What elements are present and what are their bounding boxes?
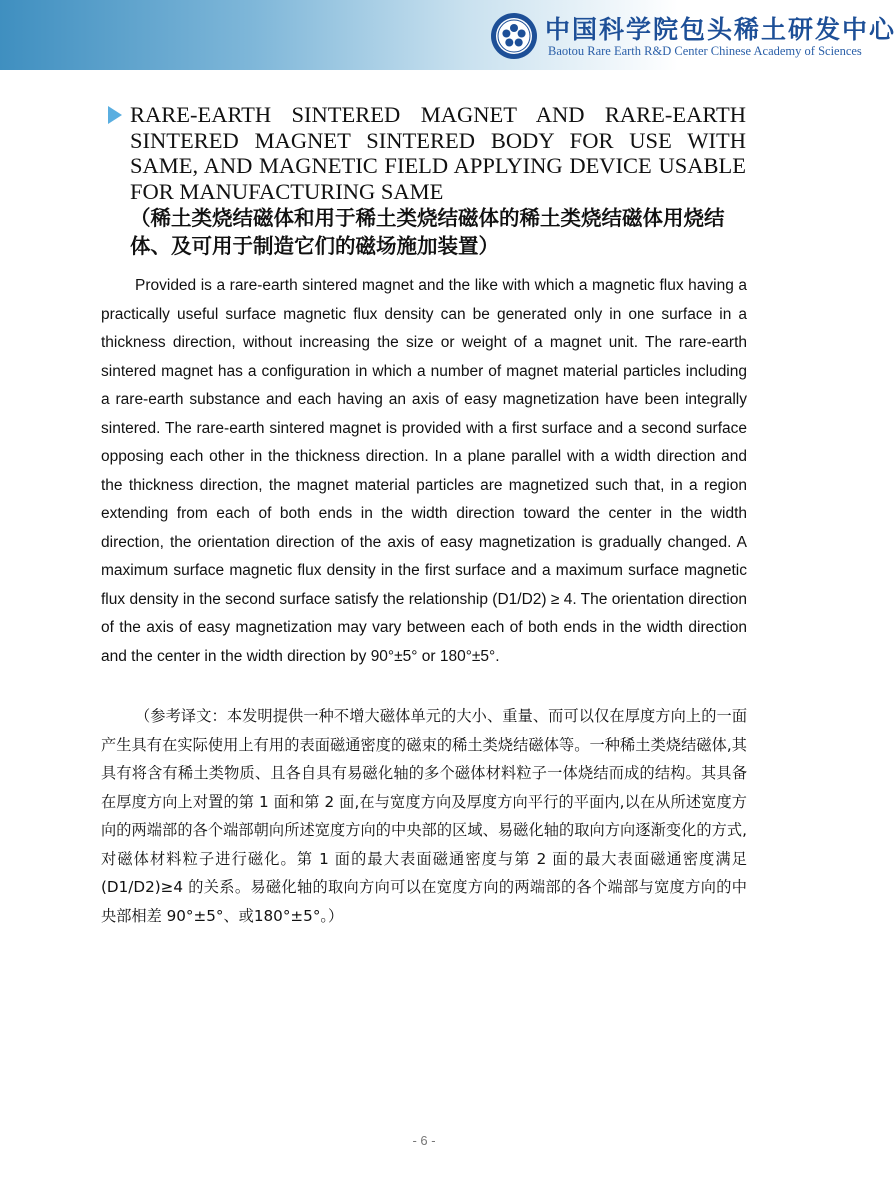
org-name-en: Baotou Rare Earth R&D Center Chinese Academy of Sciences [548,44,862,58]
bullet-arrow-icon [108,106,122,124]
cas-logo-icon [490,12,538,60]
org-name-zh: 中国科学院包头稀土研发中心 [545,15,896,44]
abstract-chinese: （参考译文：本发明提供一种不增大磁体单元的大小、重量、而可以仅在厚度方向上的一面产生具有在实际使用上有用的表面磁通密度的磁束的稀土类烧结磁体等。一种稀土类烧结磁体,其具有将含有稀土类物质、且各自具有易磁化轴的多个磁体材料粒子一体烧结而成的结构。其具备在厚度方向上对置的第 1 面和第 2 面,在与宽度方向及厚度方向平行的平面内,以在从所述宽度方向的两端部的各个端部朝向所述宽度方向的中央部的区域、易磁化轴的取向方向逐渐变化的方式,对磁体材料粒子进行磁化。第 1 面的最大表面磁通密度与第 2 面的最大表面磁通密度满足(D1/D2)≥4 的关系。易磁化轴的取向方向可以在宽度方向的两端部的各个端部与宽度方向的中央部相差 90°±5°、或180°±5°。） [101,707,747,925]
abstract-english: Provided is a rare-earth sintered magnet and the like with which a magnetic flux having a practically useful surface magnetic flux density can be generated only in one surface in a thickness direction, without increasing the size or weight of a magnet unit. The rare-earth sintered magnet has a configuration in which a number of magnet material particles including a rare-earth substance and each having an axis of easy magnetization have been integrally sintered. The rare-earth sintered magnet is provided with a first surface and a second surface opposing each other in the thickness direction. In a plane parallel with a width direction and the thickness direction, the magnet material particles are magnetized such that, in a region extending from each of both ends in the width direction toward the center in the width direction, the orientation direction of the axis of easy magnetization is gradually changed. A maximum surface magnetic flux density in the first surface and a maximum surface magnetic flux density in the second surface satisfy the relationship (D1/D2) ≥ 4. The orientation direction of the axis of easy magnetization may vary between each of both ends in the width direction and the center in the width direction by 90°±5° or 180°±5°. [101,277,747,665]
title-chinese: （稀土类烧结磁体和用于稀土类烧结磁体的稀土类烧结磁体用烧结体、及可用于制造它们的磁场施加装置） [130,206,725,258]
title-english: RARE-EARTH SINTERED MAGNET AND RARE-EARTH SINTERED MAGNET SINTERED BODY FOR USE WITH SAME, AND MAGNETIC FIELD APPLYING DEVICE USABLE FOR MANUFACTURING SAME [130,102,746,204]
page-number: - 6 - [412,1133,436,1148]
